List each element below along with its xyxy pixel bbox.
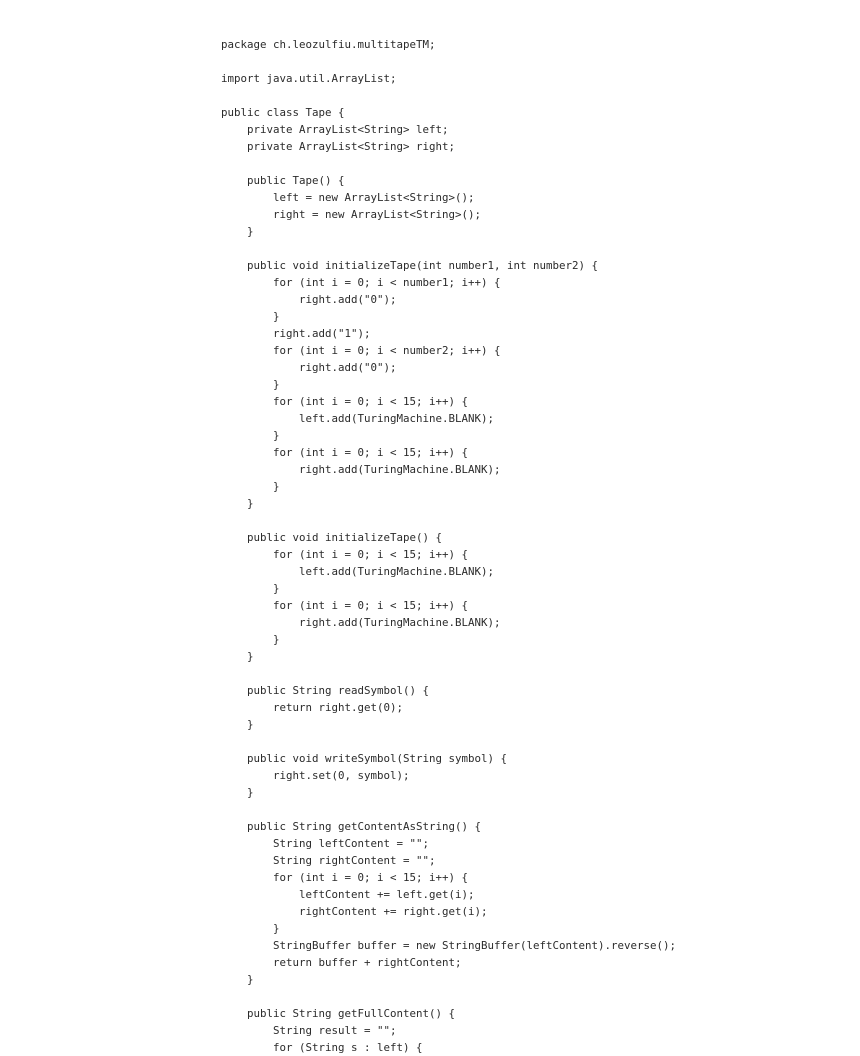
code-line: for (int i = 0; i < number1; i++) { <box>221 276 501 289</box>
code-line: right.add("0"); <box>221 361 397 374</box>
code-line: left.add(TuringMachine.BLANK); <box>221 412 495 425</box>
code-line: public String getContentAsString() { <box>221 820 482 833</box>
code-line: } <box>221 922 280 935</box>
code-line: for (int i = 0; i < 15; i++) { <box>221 446 469 459</box>
code-line: } <box>221 633 280 646</box>
code-line: for (int i = 0; i < 15; i++) { <box>221 599 469 612</box>
code-line: } <box>221 429 280 442</box>
code-line: private ArrayList<String> right; <box>221 140 456 153</box>
code-line <box>221 155 676 172</box>
code-line: right = new ArrayList<String>(); <box>221 208 482 221</box>
code-line: } <box>221 310 280 323</box>
code-line: public class Tape { <box>221 106 345 119</box>
code-line <box>221 801 676 818</box>
code-line: right.add("0"); <box>221 293 397 306</box>
code-line: } <box>221 786 254 799</box>
code-line: } <box>221 497 254 510</box>
code-line: leftContent += left.get(i); <box>221 888 475 901</box>
code-line: public void initializeTape(int number1, int number2) { <box>221 259 599 272</box>
code-line: } <box>221 650 254 663</box>
code-line: right.add(TuringMachine.BLANK); <box>221 616 501 629</box>
code-line: right.set(0, symbol); <box>221 769 410 782</box>
code-line: right.add(TuringMachine.BLANK); <box>221 463 501 476</box>
code-line: String leftContent = ""; <box>221 837 430 850</box>
code-line: import java.util.ArrayList; <box>221 72 397 85</box>
code-line: } <box>221 480 280 493</box>
code-line: public void writeSymbol(String symbol) { <box>221 752 508 765</box>
code-line: } <box>221 225 254 238</box>
code-line: } <box>221 973 254 986</box>
code-line: public String readSymbol() { <box>221 684 430 697</box>
code-line <box>221 53 676 70</box>
code-line: } <box>221 718 254 731</box>
code-line: StringBuffer buffer = new StringBuffer(leftContent).reverse(); <box>221 939 677 952</box>
code-line: for (int i = 0; i < 15; i++) { <box>221 548 469 561</box>
code-line: public String getFullContent() { <box>221 1007 456 1020</box>
code-line: for (int i = 0; i < 15; i++) { <box>221 871 469 884</box>
code-line: package ch.leozulfiu.multitapeTM; <box>221 38 436 51</box>
code-line <box>221 733 676 750</box>
code-line: left.add(TuringMachine.BLANK); <box>221 565 495 578</box>
code-line: private ArrayList<String> left; <box>221 123 449 136</box>
code-line: right.add("1"); <box>221 327 371 340</box>
code-line: } <box>221 582 280 595</box>
code-line: String result = ""; <box>221 1024 397 1037</box>
code-line: rightContent += right.get(i); <box>221 905 488 918</box>
code-line: for (int i = 0; i < number2; i++) { <box>221 344 501 357</box>
code-line <box>221 87 676 104</box>
code-line: for (int i = 0; i < 15; i++) { <box>221 395 469 408</box>
code-line: } <box>221 378 280 391</box>
code-line: public Tape() { <box>221 174 345 187</box>
code-line <box>221 988 676 1005</box>
code-block <box>221 36 676 1056</box>
code-line: left = new ArrayList<String>(); <box>221 191 475 204</box>
code-line: return right.get(0); <box>221 701 404 714</box>
code-line: for (String s : left) { <box>221 1041 423 1054</box>
code-line: public void initializeTape() { <box>221 531 443 544</box>
code-line: return buffer + rightContent; <box>221 956 462 969</box>
code-line <box>221 240 676 257</box>
code-line: String rightContent = ""; <box>221 854 436 867</box>
code-line <box>221 665 676 682</box>
code-line <box>221 512 676 529</box>
